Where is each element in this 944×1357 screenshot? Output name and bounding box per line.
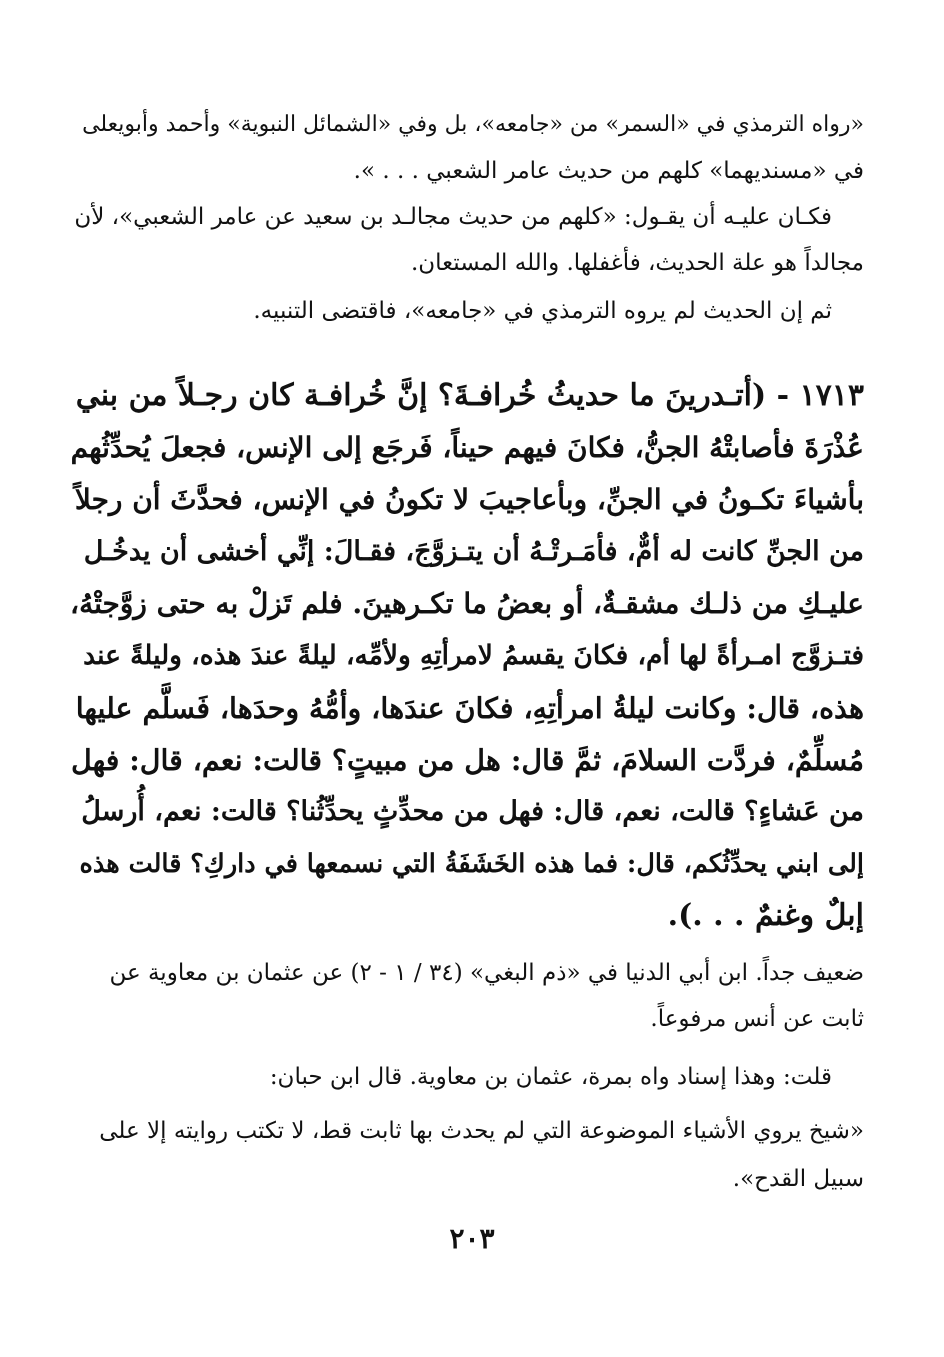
intro-line: فكـان عليـه أن يقـول: «كلهم من حديث مجالـد بن سعيد عن عامر الشعبي»، لأن xyxy=(74,204,832,230)
intro-line: ثم إن الحديث لم يروه الترمذي في «جامعه»، فاقتضى التنبيه. xyxy=(253,298,832,324)
note-line: سبيل القدح». xyxy=(732,1166,864,1192)
hadith-line: من عَشاءٍ؟ قالت، نعم، قال: فهل من محدِّثٍ يحدِّثُنا؟ قالت: نعم، أُرسلُ xyxy=(81,796,864,827)
intro-line: «رواه الترمذي في «السمر» من «جامعه»، بل وفي «الشمائل النبوية» وأحمد وأبويعلى xyxy=(82,112,864,137)
hadith-line: عليـكِ من ذلـك مشقـةٌ، أو بعضُ ما تكـرهينَ. فلم تَزلْ به حتى زوَّجتْهُ، xyxy=(70,587,864,620)
hadith-line: عُذْرَةَ فأصابتْهُ الجنُّ، فكانَ فيهم حيناً، فَرجَع إلى الإنس، فجعلَ يُحدِّثُهم xyxy=(70,431,864,464)
hadith-line: إبلٌ وغنمٌ . . .). xyxy=(667,898,864,933)
hadith-line: مُسلِّمٌ، فردَّت السلامَ، ثمَّ قال: هل من مبيتٍ؟ قالت: نعم، قال: فهل xyxy=(71,743,864,777)
hadith-line: إلى ابني يحدِّثُكم، قال: فما هذه الخَشَفَةُ التي نسمعها في داركِ؟ قالت هذه xyxy=(79,849,864,879)
hadith-line: بأشياءَ تكـونُ في الجنِّ، وبأعاجيبَ لا تكونُ في الإنس، فحدَّثَ أن رجلاً xyxy=(74,483,864,516)
note-line: ثابت عن أنس مرفوعاً. xyxy=(650,1006,864,1032)
hadith-line: من الجنِّ كانت له أمٌّ، فأمَـرتْـهُ أن يتـزوَّجَ، فقـالَ: إنِّي أخشى أن يدخُـل xyxy=(83,536,864,567)
intro-line: مجالداً هو علة الحديث، فأغفلها. والله المستعان. xyxy=(410,250,864,276)
note-line: «شيخ يروي الأشياء الموضوعة التي لم يحدث بها ثابت قط، لا تكتب روايته إلا على xyxy=(99,1118,864,1144)
page-number: ٢٠٣ xyxy=(449,1222,495,1255)
note-line: قلت: وهذا إسناد واه بمرة، عثمان بن معاوية. قال ابن حبان: xyxy=(269,1064,832,1090)
hadith-line: فتـزوَّج امـرأةً لها أم، فكانَ يقسمُ لامرأتِهِ ولأمِّه، ليلةً عندَ هذه، وليلةً عند xyxy=(83,640,864,671)
hadith-line: هذه، قال: وكانت ليلةُ امرأتِهِ، فكانَ عندَها، وأمُّهُ وحدَها، فَسلَّم عليها xyxy=(75,691,864,725)
intro-line: في «مسنديهما» كلهم من حديث عامر الشعبي . . . ». xyxy=(353,158,864,184)
hadith-line: ١٧١٣ - (أتـدرينَ ما حديثُ خُرافـةَ؟ إنَّ خُرافـة كان رجـلاً من بني xyxy=(75,378,864,413)
note-line: ضعيف جداً. ابن أبي الدنيا في «ذم البغي» (٣٤ / ١ - ٢) عن عثمان بن معاوية عن xyxy=(109,960,864,986)
